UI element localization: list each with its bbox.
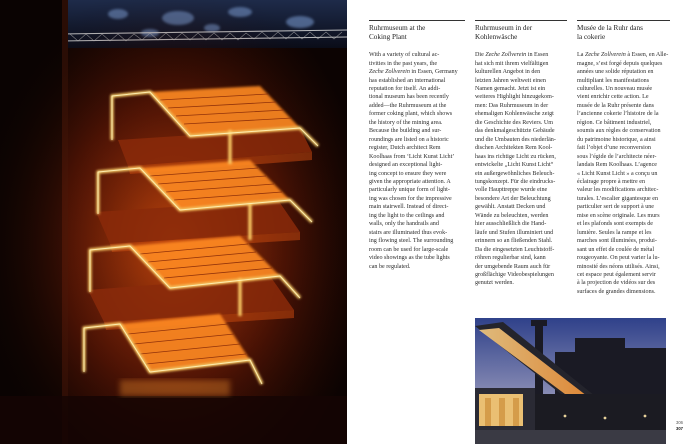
body-line: tungskonzept. Für die eindrucks-: [475, 178, 556, 185]
body-line: particulier sert de support à une: [577, 204, 654, 211]
column-english: [369, 20, 465, 271]
body-line: tivities in the past years, the: [369, 60, 438, 67]
body-line: register, Dutch architect Rem: [369, 145, 441, 152]
body-line: Koolhaas from ‘Licht Kunst Licht’: [369, 153, 455, 160]
body-line: ing concept to ensure they were: [369, 170, 447, 177]
body-line: Namen gemacht. Jetzt ist ein: [475, 86, 546, 92]
body-line: turales. L’escalier gigantesque en: [577, 195, 658, 202]
body-line: Wände zu beleuchten, werden: [475, 212, 549, 219]
page-number-left: 306: [676, 420, 683, 425]
body-line: men: Das Ruhrmuseum in der: [475, 102, 549, 109]
body-line: lumière. Seules la rampe et les: [577, 229, 652, 236]
body-line: musée de la Ruhr présente dans: [577, 102, 654, 109]
body-line: stairs are illuminated thus evok-: [369, 229, 448, 236]
body-line: die Geschichte des Reviers. Um: [475, 119, 554, 126]
body-line: has established an international: [369, 77, 446, 84]
body-line: added—the Ruhrmuseum at the: [369, 102, 447, 109]
body-line: particularly unique form of light-: [369, 187, 450, 194]
body-line: großflächige Videobespielungen: [475, 271, 554, 278]
body-line: Because the building and sur-: [369, 128, 442, 135]
body-line: und die Umbauten des niederlän-: [475, 136, 556, 143]
page-number-right: 307: [676, 425, 683, 431]
body-line: erinnern so an fließenden Stahl.: [475, 238, 553, 245]
body-line: video showings as the tube lights: [369, 255, 450, 262]
body-line: hat sich mit ihrem vielfältigen: [475, 60, 549, 67]
body-line: cet espace peut également servir: [577, 271, 656, 278]
column-heading: [475, 24, 567, 41]
column-german: [475, 20, 567, 288]
column-body: [577, 51, 670, 296]
body-line: [369, 68, 465, 76]
body-line: roundings are listed on a historic: [369, 136, 449, 143]
body-line: ein außergewöhnliches Beleuch-: [475, 170, 555, 177]
body-line: du patrimoine historique, a ainsi: [577, 136, 656, 143]
body-line: volle Haupttreppe wurde eine: [475, 187, 548, 194]
page-numbers: [676, 420, 683, 431]
body-line: Da die eingesetzten Leuchtstoff-: [475, 246, 555, 253]
body-line: das denkmalgeschützte Gebäude: [475, 128, 555, 135]
column-rule: [577, 20, 670, 21]
column-heading: [577, 24, 670, 41]
body-line: rougeoyante. On peut varier la lu-: [577, 255, 660, 262]
body-line: [475, 51, 567, 59]
body-line: With a variety of cultural ac-: [369, 52, 440, 59]
body-line: walls, only the handrails and: [369, 221, 439, 228]
body-line: tional museum has been recently: [369, 94, 449, 101]
body-line: ing the light to the ceilings and: [369, 212, 445, 219]
body-line: der umgebende Raum auch für: [475, 263, 551, 270]
body-line: culturelles. Un nouveau musée: [577, 86, 653, 92]
text-run: in Essen: [526, 52, 549, 59]
heading-line: Ruhrmuseum at the: [369, 24, 426, 32]
body-line: vient enrichir cette action. Le: [577, 94, 649, 101]
body-line: landais Rem Koolhaas. L’agence: [577, 162, 657, 169]
body-line: minosité des néons utilisés. Ainsi,: [577, 263, 660, 270]
body-line: röhren regulierbar sind, kann: [475, 255, 546, 262]
body-line: et les plafonds sont exempts de: [577, 221, 653, 228]
body-line: [577, 51, 670, 59]
italic-name: Zeche Zollverein: [584, 52, 626, 59]
body-line: main stairwell. Instead of direct-: [369, 204, 449, 211]
body-line: région. Ce bâtiment industriel,: [577, 119, 652, 126]
body-line: kulturellen Angebot in den: [475, 69, 541, 76]
text-run: in Essen, Germany: [409, 69, 458, 76]
text-run: à Essen, en Alle-: [625, 52, 669, 59]
body-line: marches sont illuminées, produi-: [577, 238, 657, 245]
body-line: reputation for itself. An addi-: [369, 86, 441, 92]
exterior-illustration: [475, 318, 666, 444]
body-line: former coking plant, which shows: [369, 111, 453, 118]
column-heading: [369, 24, 465, 41]
body-line: éclairage propre à mettre en: [577, 178, 646, 185]
heading-line: Kohlenwäsche: [475, 32, 518, 41]
body-line: haas ins richtige Licht zu rücken,: [475, 153, 556, 160]
body-line: weiteres Highlight hinzugekom-: [475, 94, 554, 101]
body-line: multipliant les manifestations: [577, 77, 650, 84]
heading-line: Musée de la Ruhr dans: [577, 24, 643, 32]
body-line: room can be used for large-scale: [369, 246, 449, 253]
body-line: magne, s’est forgé depuis quelques: [577, 60, 663, 67]
body-line: sant un effet de coulée de métal: [577, 246, 655, 253]
column-rule: [369, 20, 465, 21]
body-line: valeur les modifications architec-: [577, 187, 659, 194]
column-body: [475, 51, 567, 288]
column-french: [577, 20, 670, 296]
body-line: entwickelte „Licht Kunst Licht“: [475, 162, 554, 169]
body-line: can be regulated.: [369, 263, 411, 270]
body-line: fait l’objet d’une reconversion: [577, 145, 651, 152]
text-run: Die: [475, 52, 486, 59]
body-line: surfaces de grandes dimensions.: [577, 288, 656, 295]
body-line: mise en scène originale. Les murs: [577, 212, 660, 219]
body-line: besondere Art der Beleuchtung: [475, 195, 551, 202]
body-line: gewählt. Anstatt Decken und: [475, 204, 546, 211]
body-line: ing was chosen for the impressive: [369, 195, 452, 202]
body-line: hier ausschließlich die Hand-: [475, 221, 547, 228]
body-line: l’ancienne cokerie l’histoire de la: [577, 111, 659, 118]
italic-name: Zeche Zollverein: [485, 52, 527, 59]
body-line: läufe und Stufen illuminiert und: [475, 229, 554, 236]
exterior-photo: [475, 318, 666, 444]
body-line: années une solide réputation en: [577, 69, 654, 76]
body-line: designed an exceptional light-: [369, 162, 443, 169]
heading-line: Coking Plant: [369, 32, 407, 41]
body-line: à la projection de vidéos sur des: [577, 280, 656, 287]
body-line: given the appropriate attention. A: [369, 178, 451, 185]
body-line: genutzt werden.: [475, 280, 514, 287]
column-body: [369, 51, 465, 271]
heading-line: Ruhrmuseum in der: [475, 24, 533, 32]
heading-line: la cokerie: [577, 32, 606, 41]
body-line: dischen Architekten Rem Kool-: [475, 145, 553, 152]
body-line: « Licht Kunst Licht » a conçu un: [577, 170, 658, 177]
body-line: soumis aux règles de conservation: [577, 128, 661, 135]
body-line: the history of the mining area.: [369, 119, 443, 126]
body-line: letzten Jahren weltweit einen: [475, 77, 546, 84]
body-line: ehemaligen Kohlenwäsche zeigt: [475, 111, 554, 118]
column-rule: [475, 20, 567, 21]
italic-name: Zeche Zollverein: [369, 69, 410, 76]
body-line: sous l’égide de l’architecte néer-: [577, 153, 657, 160]
body-line: ing flowing steel. The surrounding: [369, 238, 454, 245]
text-run: La: [577, 52, 585, 59]
